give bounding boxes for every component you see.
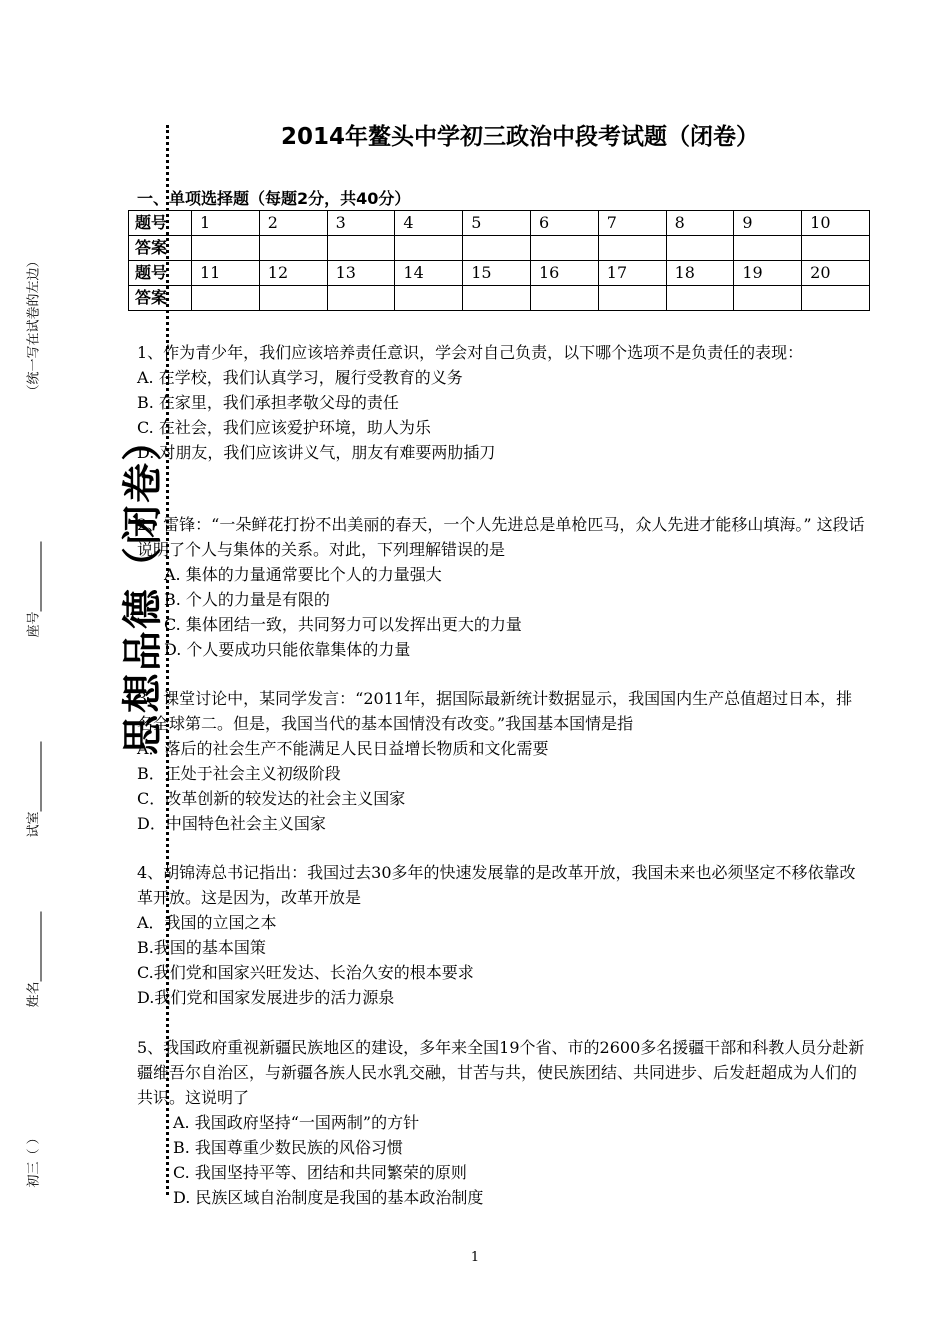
answer-cell[interactable] [259,236,327,261]
option-a: A．落后的社会生产不能满足人民日益增长物质和文化需要 [137,739,549,758]
stamp-char: ） [120,421,166,461]
answer-table [128,210,870,311]
question-number-cell: 2 [259,211,327,236]
stamp-char: 思 [120,715,166,755]
room-label: 试室 [26,811,42,838]
question-stem: 1、作为青少年，我们应该培养责任意识，学会对自己负责，以下哪个选项不是负责任的表现： [137,343,804,362]
answer-cell[interactable] [666,286,734,311]
option-d: D.我们党和国家发展进步的活力源泉 [137,988,395,1007]
class-field[interactable]: 初三（ ） [26,1131,42,1188]
question-number-cell: 8 [666,211,734,236]
answer-cell[interactable] [530,236,598,261]
answer-cell[interactable] [192,286,260,311]
answer-cell[interactable] [802,286,870,311]
question-number-cell: 13 [327,261,395,286]
question-number-cell: 11 [192,261,260,286]
question-1 [137,340,867,465]
question-number-cell: 5 [463,211,531,236]
margin-fields [14,254,50,1210]
question-number-cell: 7 [598,211,666,236]
option-c: C. 在社会，我们应该爱护环境，助人为乐 [137,418,431,437]
question-number-cell: 17 [598,261,666,286]
answer-cell[interactable] [395,236,463,261]
question-number-cell: 18 [666,261,734,286]
stamp-char: 德 [120,589,166,629]
answer-cell[interactable] [192,236,260,261]
answer-cell[interactable] [598,236,666,261]
question-stem: 3、课堂讨论中，某同学发言：“2011年，据国际最新统计数据显示，我国国内生产总值超过日本，排名全球第二。但是，我国当代的基本国情没有改变。”我国基本国情是指 [137,689,853,733]
stamp-char: （ [120,547,166,587]
stamp-char: 品 [120,631,166,671]
question-stem: 4、胡锦涛总书记指出：我国过去30多年的快速发展靠的是改革开放，我国未来也必须坚定不移依靠改革开放。这是因为，改革开放是 [137,863,856,907]
name-blank[interactable] [29,911,42,981]
question-number-cell: 20 [802,261,870,286]
answer-cell[interactable] [463,236,531,261]
option-b: B．正处于社会主义初级阶段 [137,764,341,783]
answer-table-row [129,261,870,286]
answer-cell[interactable] [666,236,734,261]
subject-stamp [108,420,178,840]
room-blank[interactable] [29,741,42,811]
option-a: A. 我国政府坚持“一国两制”的方针 [173,1113,420,1132]
answer-cell[interactable] [259,286,327,311]
name-field[interactable] [23,972,42,1008]
answer-cell[interactable] [734,286,802,311]
exam-title: 2014年鳌头中学初三政治中段考试题（闭卷） [280,124,759,150]
option-a: A．我国的立国之本 [137,913,277,932]
answer-cell[interactable] [802,236,870,261]
row-header: 答案 [129,286,192,311]
seat-blank[interactable] [29,541,42,611]
question-number-cell: 12 [259,261,327,286]
option-c: C.我们党和国家兴旺发达、长治久安的根本要求 [137,963,474,982]
question-stem: 5、我国政府重视新疆民族地区的建设，多年来全国19个省、市的2600多名援疆干部和科教人员分赴新疆维吾尔自治区，与新疆各族人民水乳交融，甘苦与共，使民族团结、共同进步、后发赶超成为人们的共识。这说明了 [137,1038,865,1107]
option-d: D. 对朋友，我们应该讲义气，朋友有难要两肋插刀 [137,443,496,462]
question-number-cell: 15 [463,261,531,286]
question-number-cell: 9 [734,211,802,236]
margin-note: （统一写在试卷的左边） [26,254,42,398]
answer-cell[interactable] [327,286,395,311]
question-number-cell: 3 [327,211,395,236]
stamp-char: 想 [120,673,166,713]
option-b: B. 我国尊重少数民族的风俗习惯 [173,1138,403,1157]
question-number-cell: 19 [734,261,802,286]
question-number-cell: 16 [530,261,598,286]
stamp-char: 卷 [120,463,166,503]
answer-cell[interactable] [734,236,802,261]
row-header: 答案 [129,236,192,261]
row-header: 题号 [129,261,192,286]
name-label: 姓名 [26,981,42,1008]
question-3 [137,686,867,836]
option-c: C．改革创新的较发达的社会主义国家 [137,789,406,808]
answer-table-row [129,286,870,311]
answer-table-row [129,236,870,261]
row-header: 题号 [129,211,192,236]
seat-field[interactable] [23,602,42,638]
question-stem: 2、雷锋：“一朵鲜花打扮不出美丽的春天，一个人先进总是单枪匹马，众人先进才能移山填海。” 这段话说明了个人与集体的关系。对此，下列理解错误的是 [137,515,865,559]
option-d: D. 民族区域自治制度是我国的基本政治制度 [173,1188,484,1207]
option-c: C. 我国坚持平等、团结和共同繁荣的原则 [173,1163,467,1182]
option-a: A. 在学校，我们认真学习，履行受教育的义务 [137,368,463,387]
page-number: 1 [470,1250,480,1265]
question-number-cell: 14 [395,261,463,286]
section-heading: 一、单项选择题（每题2分，共40分） [137,189,411,208]
answer-cell[interactable] [598,286,666,311]
option-d: D. 个人要成功只能依靠集体的力量 [164,640,411,659]
stamp-char: 闭 [120,505,166,545]
option-a: A. 集体的力量通常要比个人的力量强大 [164,565,442,584]
option-c: C. 集体团结一致，共同努力可以发挥出更大的力量 [164,615,522,634]
question-5 [137,1035,867,1210]
option-b: B. 个人的力量是有限的 [164,590,330,609]
option-d: D．中国特色社会主义国家 [137,814,326,833]
answer-cell[interactable] [327,236,395,261]
question-4 [137,860,867,1010]
option-b: B. 在家里，我们承担孝敬父母的责任 [137,393,399,412]
seat-label: 座号 [26,611,42,638]
answer-table-row [129,211,870,236]
room-field[interactable] [23,802,42,838]
question-number-cell: 6 [530,211,598,236]
answer-cell[interactable] [530,286,598,311]
question-number-cell: 1 [192,211,260,236]
question-number-cell: 10 [802,211,870,236]
answer-cell[interactable] [395,286,463,311]
answer-cell[interactable] [463,286,531,311]
question-2 [137,512,867,662]
option-b: B.我国的基本国策 [137,938,266,957]
question-number-cell: 4 [395,211,463,236]
